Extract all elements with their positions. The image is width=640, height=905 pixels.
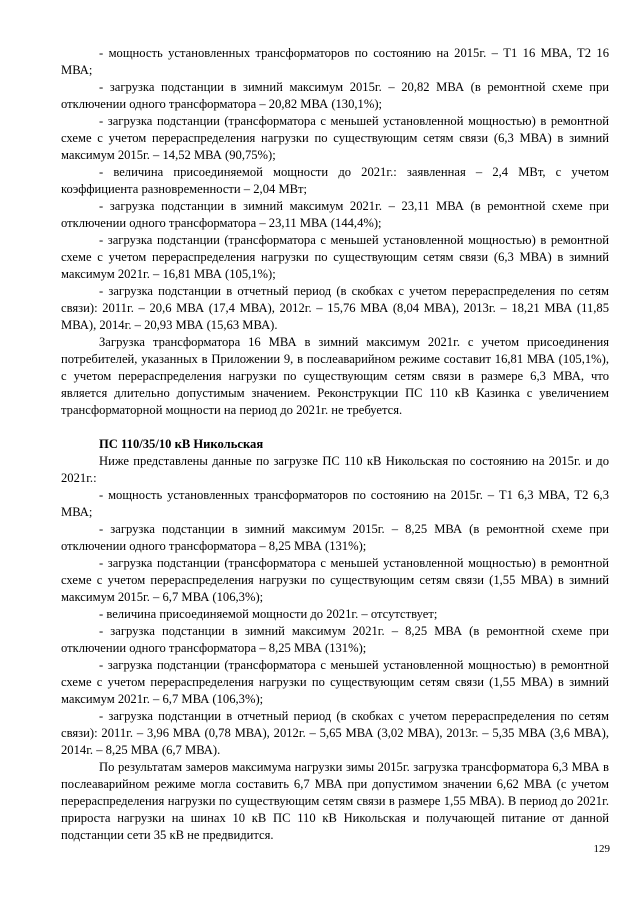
conclusion-paragraph: По результатам замеров максимума нагрузки зимы 2015г. загрузка трансформатора 6,3 МВА в послеаварийном режиме могла составить 6,7 МВА при допустимом значении 6,62 МВА (с учетом перераспределения нагрузки по существующим сетям связи в размере 1,55 МВА). В период до 2021г. прироста нагрузки на шинах 10 кВ ПС 110 кВ Никольская и получающей питание от данной подстанции сети 35 кВ не предвидится. (61, 760, 609, 842)
list-item: - загрузка подстанции в зимний максимум 2021г. – 8,25 МВА (в ремонтной схеме при отключении одного трансформатора – 8,25 МВА (131%); (61, 624, 609, 655)
list-item: - загрузка подстанции (трансформатора с меньшей установленной мощностью) в ремонтной схеме с учетом перераспределения нагрузки по существующим сетям связи (1,55 МВА) в зимний максимум 2021г. – 6,7 МВА (106,3%); (61, 658, 609, 706)
list-item: - загрузка подстанции в зимний максимум 2015г. – 20,82 МВА (в ремонтной схеме при отключении одного трансформатора – 20,82 МВА (130,1%); (61, 80, 609, 111)
conclusion-paragraph: Загрузка трансформатора 16 МВА в зимний максимум 2021г. с учетом присоединения потребителей, указанных в Приложении 9, в послеаварийном режиме составит 16,81 МВА (105,1%), с учетом перераспределения нагрузки по существующим сетям связи в размере 6,3 МВА, что является длительно допустимым значением. Реконструкции ПС 110 кВ Казинка с увеличением трансформаторной мощности на период до 2021г. не требуется. (61, 335, 609, 417)
list-item: - загрузка подстанции в отчетный период (в скобках с учетом перераспределения по сетям связи): 2011г. – 3,96 МВА (0,78 МВА), 2012г. – 5,65 МВА (3,02 МВА), 2013г. – 5,35 МВА (3,6 МВА), 2014г. – 8,25 МВА (6,7 МВА). (61, 709, 609, 757)
page-body (61, 45, 609, 844)
list-item: - загрузка подстанции в отчетный период (в скобках с учетом перераспределения по сетям связи): 2011г. – 20,6 МВА (17,4 МВА), 2012г. – 15,76 МВА (8,04 МВА), 2013г. – 18,21 МВА (11,85 МВА), 2014г. – 20,93 МВА (15,63 МВА). (61, 284, 609, 332)
list-item: - загрузка подстанции в зимний максимум 2015г. – 8,25 МВА (в ремонтной схеме при отключении одного трансформатора – 8,25 МВА (131%); (61, 522, 609, 553)
list-item: - мощность установленных трансформаторов по состоянию на 2015г. – Т1 16 МВА, Т2 16 МВА; (61, 46, 609, 77)
list-item: - величина присоединяемой мощности до 2021г. – отсутствует; (99, 607, 438, 621)
list-item: - загрузка подстанции (трансформатора с меньшей установленной мощностью) в ремонтной схеме с учетом перераспределения нагрузки по существующим сетям связи (6,3 МВА) в зимний максимум 2015г. – 14,52 МВА (90,75%); (61, 114, 609, 162)
page-number: 129 (593, 843, 610, 855)
intro-paragraph: Ниже представлены данные по загрузке ПС 110 кВ Никольская по состоянию на 2015г. и до 2021г.: (61, 454, 609, 485)
list-item: - загрузка подстанции (трансформатора с меньшей установленной мощностью) в ремонтной схеме с учетом перераспределения нагрузки по существующим сетям связи (6,3 МВА) в зимний максимум 2021г. – 16,81 МВА (105,1%); (61, 233, 609, 281)
list-item: - мощность установленных трансформаторов по состоянию на 2015г. – Т1 6,3 МВА, Т2 6,3 МВА; (61, 488, 609, 519)
list-item: - загрузка подстанции в зимний максимум 2021г. – 23,11 МВА (в ремонтной схеме при отключении одного трансформатора – 23,11 МВА (144,4%); (61, 199, 609, 230)
list-item: - загрузка подстанции (трансформатора с меньшей установленной мощностью) в ремонтной схеме с учетом перераспределения нагрузки по существующим сетям связи (1,55 МВА) в зимний максимум 2015г. – 6,7 МВА (106,3%); (61, 556, 609, 604)
section-heading: ПС 110/35/10 кВ Никольская (99, 437, 264, 451)
list-item: - величина присоединяемой мощности до 2021г.: заявленная – 2,4 МВт, с учетом коэффициента разновременности – 2,04 МВт; (61, 165, 609, 196)
